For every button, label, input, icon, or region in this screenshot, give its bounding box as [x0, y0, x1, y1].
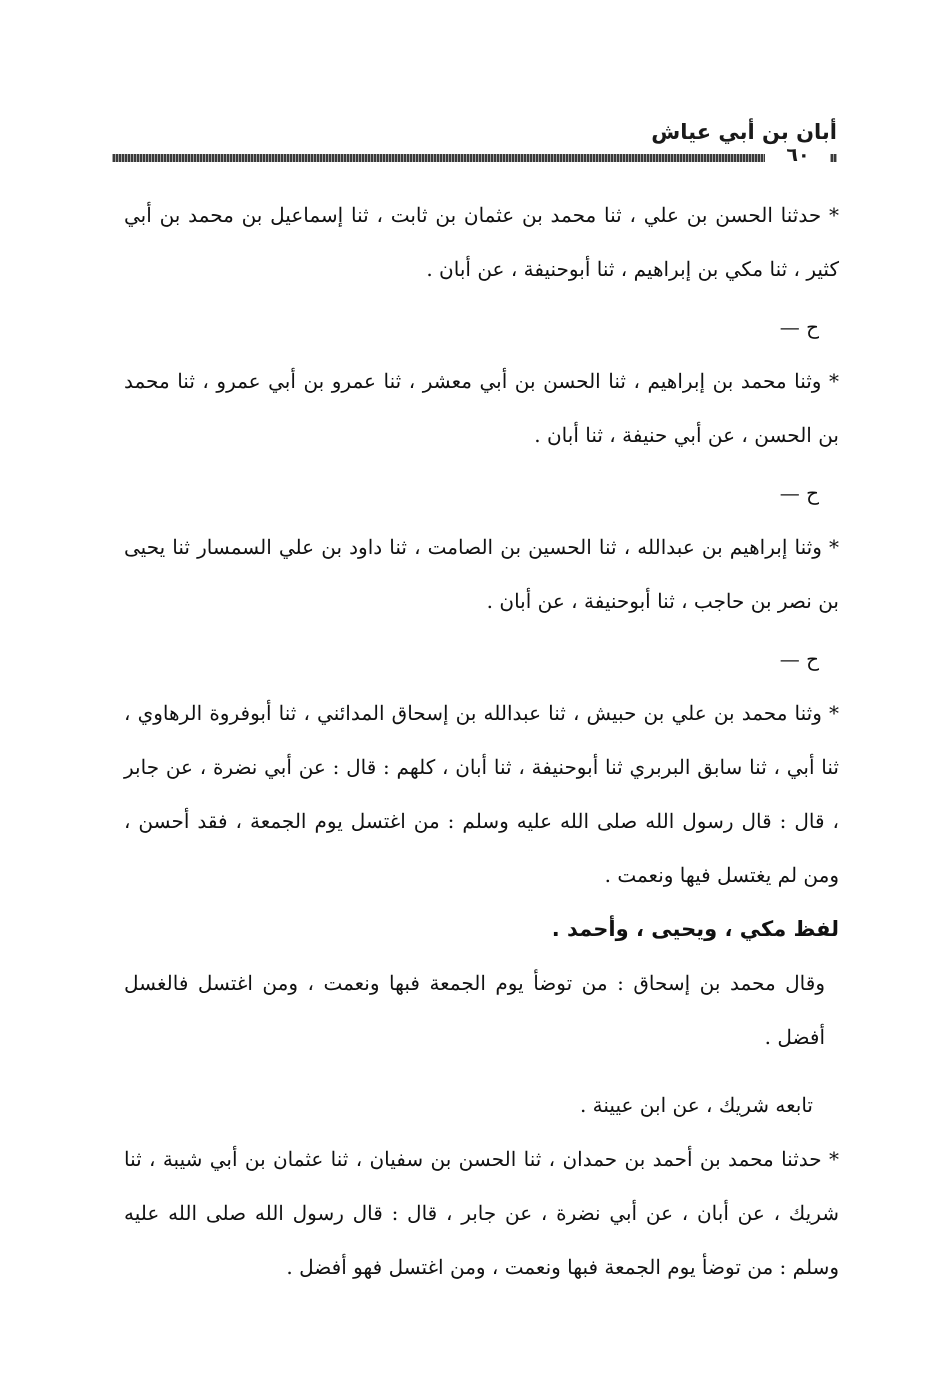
running-header-title: أبان بن أبي عياش — [651, 120, 837, 144]
header-rule-right — [830, 154, 837, 162]
bold-note: لفظ مكي ، ويحيى ، وأحمد . — [551, 917, 839, 941]
header-rule-left — [112, 154, 765, 162]
page-number: ٦٠ — [786, 144, 810, 166]
paragraph-2: * وثنا محمد بن إبراهيم ، ثنا الحسن بن أبي معشر ، ثنا عمرو بن أبي عمرو ، ثنا محمد بن الحسن ، عن أبي حنيفة ، ثنا أبان . — [124, 369, 839, 447]
transition-mark-3: ح — — [779, 647, 819, 671]
page-body — [124, 188, 839, 1294]
header-ornament-bar — [112, 144, 837, 169]
transition-mark-2: ح — — [779, 481, 819, 505]
paragraph-6: تابعه شريك ، عن ابن عيينة . — [579, 1093, 813, 1117]
paragraph-4: * وثنا محمد بن علي بن حبيش ، ثنا عبدالله بن إسحاق المدائني ، ثنا أبوفروة الرهاوي ، ثنا أبي ، ثنا سابق البربري ثنا أبوحنيفة ، ثنا أبان ، كلهم : قال : عن أبي نضرة ، عن جابر ، قال : قال رسول الله صلى الله عليه وسلم : من اغتسل يوم الجمعة ، فقد أحسن ، ومن لم يغتسل فيها ونعمت . — [124, 701, 839, 887]
transition-mark-1: ح — — [779, 315, 819, 339]
paragraph-7: * حدثنا محمد بن أحمد بن حمدان ، ثنا الحسن بن سفيان ، ثنا عثمان بن أبي شيبة ، ثنا شريك ، عن أبان ، عن أبي نضرة ، عن جابر ، قال : قال رسول الله صلى الله عليه وسلم : من توضأ يوم الجمعة فبها ونعمت ، ومن اغتسل فهو أفضل . — [124, 1147, 839, 1279]
paragraph-1: * حدثنا الحسن بن علي ، ثنا محمد بن عثمان بن ثابت ، ثنا إسماعيل بن محمد بن أبي كثير ، ثنا مكي بن إبراهيم ، ثنا أبوحنيفة ، عن أبان . — [124, 203, 839, 281]
paragraph-5: وقال محمد بن إسحاق : من توضأ يوم الجمعة فبها ونعمت ، ومن اغتسل فالغسل أفضل . — [124, 971, 825, 1049]
paragraph-3: * وثنا إبراهيم بن عبدالله ، ثنا الحسين بن الصامت ، ثنا داود بن علي السمسار ثنا يحيى بن نصر بن حاجب ، ثنا أبوحنيفة ، عن أبان . — [124, 535, 839, 613]
